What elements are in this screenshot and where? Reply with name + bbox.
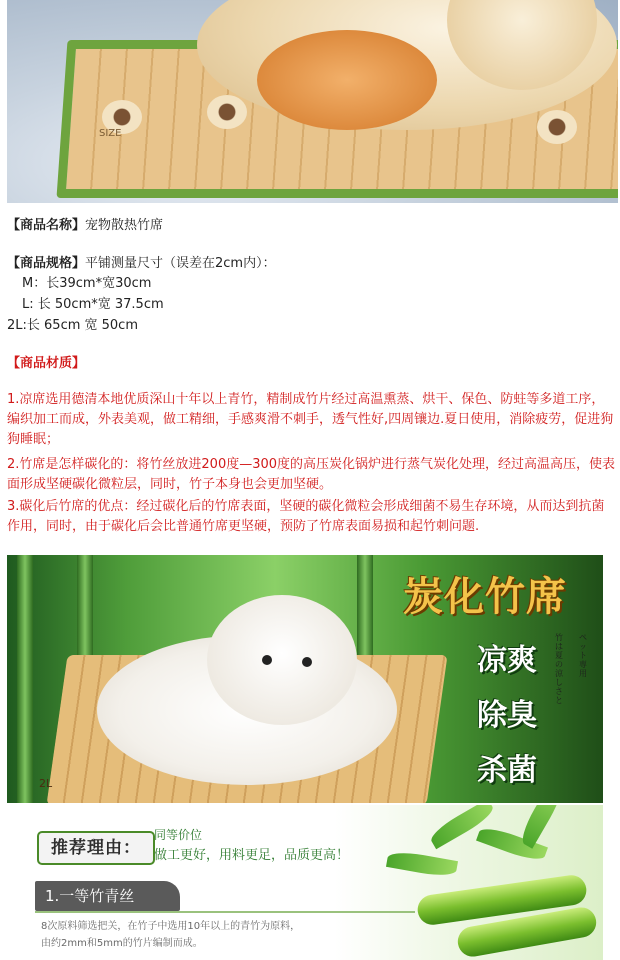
feature-item-title: 1.一等竹青丝	[35, 881, 180, 911]
recommend-sub-2: 做工更好，用料更足，品质更高！	[154, 848, 350, 863]
feature-deodorize: 除臭	[477, 698, 537, 733]
mat-size-label: SIZE	[99, 128, 122, 139]
product-name-label: 【商品名称】	[7, 218, 86, 233]
product-name-line	[7, 216, 163, 236]
feature-cool: 凉爽	[477, 643, 537, 678]
paw-image	[537, 110, 577, 144]
recommend-reason-label: 推荐理由：	[37, 831, 155, 865]
product-banner-dog-cat	[7, 0, 618, 203]
size-l: L: 长 50cm*宽 37.5cm	[22, 297, 164, 312]
cat-image	[257, 30, 437, 130]
bamboo-leaf-image	[517, 805, 568, 849]
feature-antibacterial: 杀菌	[477, 753, 537, 788]
product-spec-line	[7, 254, 276, 274]
size-m: M：长39cm*宽30cm	[22, 276, 152, 291]
paw-image	[207, 95, 247, 129]
material-paragraph-1: 1.凉席选用德清本地优质深山十年以上青竹，精制成竹片经过高温熏蒸、烘干、保色、防蛀等多道工序，编织加工而成，外表美观，做工精细，手感爽滑不刺手，透气性好,四周镶边.夏日使用，消除疲劳，促进狗狗睡眠；	[7, 392, 614, 447]
side-vertical-text: 竹は夏の涼しさと	[555, 633, 563, 705]
eye-image	[302, 657, 312, 667]
product-name-value: 宠物散热竹席	[85, 218, 164, 233]
banner-title: 炭化竹席	[403, 574, 567, 620]
side-vertical-text: ペット専用	[579, 633, 587, 678]
recommend-sub-1: 同等价位	[154, 828, 203, 842]
poodle-promo-banner	[7, 555, 603, 803]
divider	[35, 911, 415, 913]
material-heading: 【商品材质】	[7, 356, 86, 371]
feature-item-desc-2: 由约2mm和5mm的竹片编制而成。	[41, 938, 203, 949]
product-spec-label: 【商品规格】	[7, 256, 86, 271]
bamboo-stalk-image	[17, 555, 33, 803]
material-paragraph-3: 3.碳化后竹席的优点：经过碳化后的竹席表面，坚硬的碳化微粒会形成细菌不易生存环境，从而达到抗菌作用，同时，由于碳化后会比普通竹席更坚硬，预防了竹席表面易损和起竹刺问题.	[7, 499, 605, 534]
mat-size-label: 2L	[39, 777, 53, 790]
product-spec-value: 平铺测量尺寸（误差在2cm内）：	[85, 256, 276, 271]
recommend-section	[7, 805, 603, 960]
feature-item-desc-1: 8次原料筛选把关，在竹子中选用10年以上的青竹为原料，	[41, 921, 301, 932]
poodle-head-image	[207, 595, 357, 725]
eye-image	[262, 655, 272, 665]
material-paragraph-2: 2.竹席是怎样碳化的：将竹丝放进200度—300度的高压炭化锅炉进行蒸气炭化处理，经过高温高压，使表面形成坚硬碳化微粒层，同时，竹子本身也会更加坚硬。	[7, 457, 616, 492]
size-2l: 2L:长 65cm 宽 50cm	[7, 318, 138, 333]
bamboo-leaf-image	[386, 849, 458, 879]
